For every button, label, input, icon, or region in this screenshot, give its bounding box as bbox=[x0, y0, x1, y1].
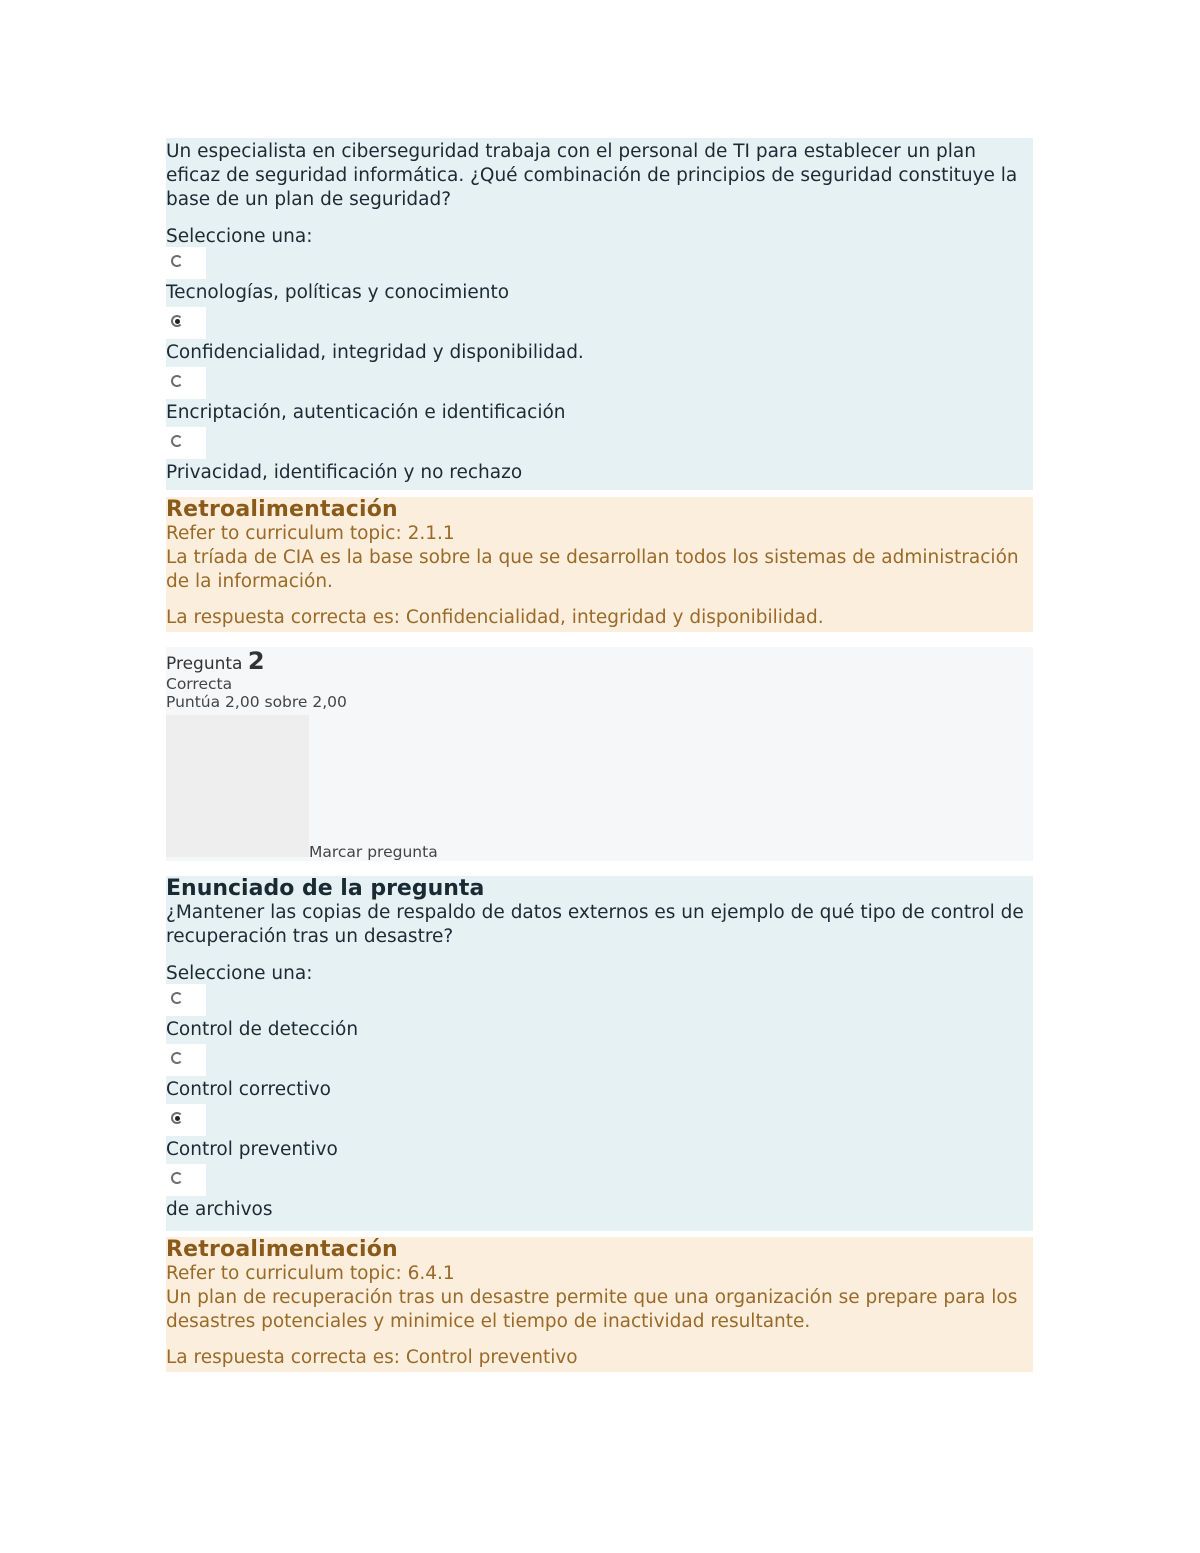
option-label[interactable]: Tecnologías, políticas y conocimiento bbox=[166, 282, 510, 303]
option-label[interactable]: Confidencialidad, integridad y disponibilidad. bbox=[166, 342, 584, 363]
question-label: Pregunta bbox=[166, 654, 243, 674]
feedback-correct-answer: La respuesta correcta es: Control preventivo bbox=[166, 1347, 578, 1368]
option-label[interactable]: Privacidad, identificación y no rechazo bbox=[166, 462, 523, 483]
question-1-text: Un especialista en ciberseguridad trabaja con el personal de TI para establecer un plan eficaz de seguridad informática. ¿Qué combinación de principios de seguridad constituye la base de un plan de seguridad? bbox=[166, 141, 1018, 210]
radio-checked-icon bbox=[171, 315, 183, 327]
radio-icon bbox=[171, 1052, 183, 1064]
question-number-value: 2 bbox=[247, 647, 265, 675]
feedback-topic: Refer to curriculum topic: 6.4.1 bbox=[166, 1263, 455, 1284]
question-status: Correcta bbox=[166, 675, 233, 693]
radio-icon bbox=[171, 1172, 183, 1184]
feedback-title: Retroalimentación bbox=[166, 1237, 398, 1262]
question-2-info bbox=[166, 647, 1033, 861]
question-2 bbox=[166, 876, 1033, 1231]
question-score: Puntúa 2,00 sobre 2,00 bbox=[166, 693, 347, 711]
flag-question-link[interactable]: Marcar pregunta bbox=[309, 843, 438, 861]
question-2-text: ¿Mantener las copias de respaldo de datos externos es un ejemplo de qué tipo de control de recuperación tras un desastre? bbox=[166, 902, 1024, 947]
option-radio[interactable] bbox=[166, 984, 206, 1016]
option-label[interactable]: Encriptación, autenticación e identificación bbox=[166, 402, 566, 423]
feedback-explanation: La tríada de CIA es la base sobre la que se desarrollan todos los sistemas de administración de la información. bbox=[166, 547, 1019, 592]
option-label[interactable]: Control preventivo bbox=[166, 1139, 338, 1160]
question-heading: Enunciado de la pregunta bbox=[166, 876, 485, 901]
option-radio[interactable] bbox=[166, 1044, 206, 1076]
select-one-label: Seleccione una: bbox=[166, 963, 313, 984]
option-radio[interactable] bbox=[166, 307, 206, 339]
radio-checked-icon bbox=[171, 1112, 183, 1124]
option-label[interactable]: Control de detección bbox=[166, 1019, 359, 1040]
radio-icon bbox=[171, 435, 183, 447]
select-one-label: Seleccione una: bbox=[166, 226, 313, 247]
radio-icon bbox=[171, 992, 183, 1004]
feedback-explanation: Un plan de recuperación tras un desastre permite que una organización se prepare para los desastres potenciales y minimice el tiempo de inactividad resultante. bbox=[166, 1287, 1018, 1332]
radio-icon bbox=[171, 375, 183, 387]
radio-icon bbox=[171, 255, 183, 267]
feedback-1 bbox=[166, 497, 1033, 632]
feedback-correct-answer: La respuesta correcta es: Confidencialidad, integridad y disponibilidad. bbox=[166, 607, 824, 628]
option-radio[interactable] bbox=[166, 1164, 206, 1196]
option-radio[interactable] bbox=[166, 367, 206, 399]
option-radio[interactable] bbox=[166, 1104, 206, 1136]
question-1 bbox=[166, 138, 1033, 490]
option-radio[interactable] bbox=[166, 427, 206, 459]
option-radio[interactable] bbox=[166, 247, 206, 279]
feedback-2 bbox=[166, 1237, 1033, 1372]
feedback-title: Retroalimentación bbox=[166, 497, 398, 522]
option-label[interactable]: de archivos bbox=[166, 1199, 273, 1220]
feedback-topic: Refer to curriculum topic: 2.1.1 bbox=[166, 523, 455, 544]
option-label[interactable]: Control correctivo bbox=[166, 1079, 331, 1100]
question-number bbox=[166, 647, 1033, 675]
flag-area bbox=[166, 715, 309, 857]
